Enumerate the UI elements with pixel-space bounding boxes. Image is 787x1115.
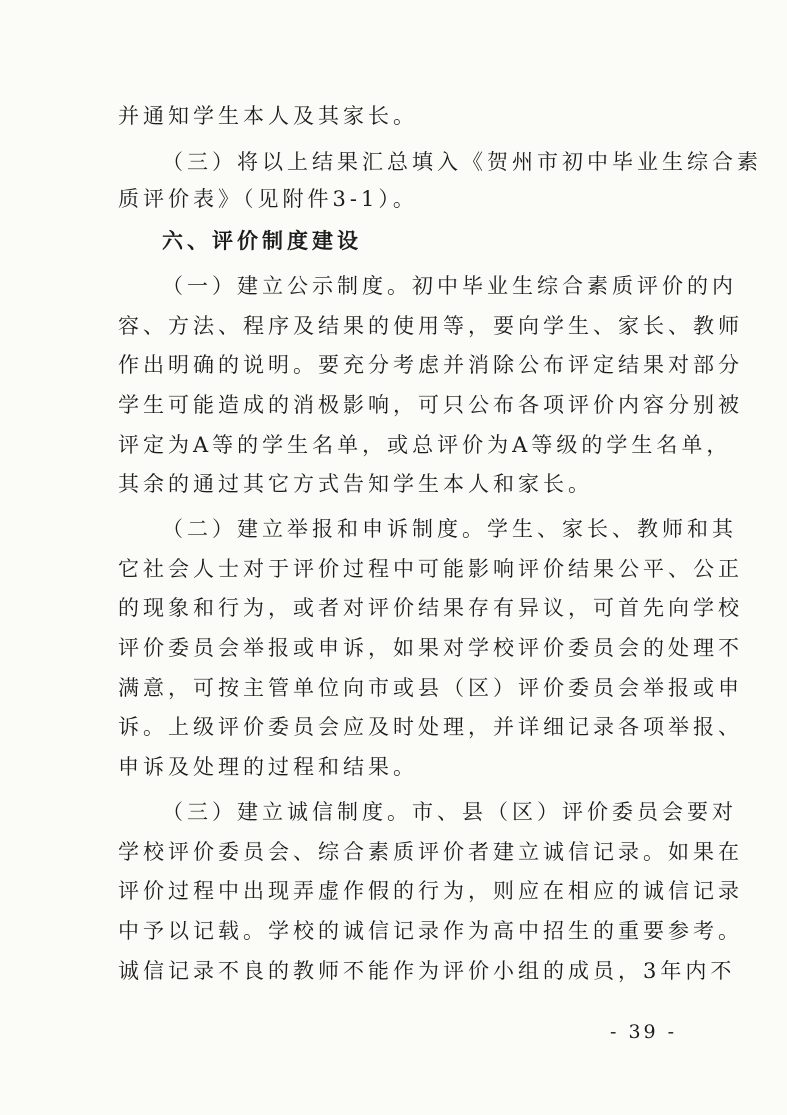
text-line: 学生可能造成的消极影响，可只公布各项评价内容分别被 xyxy=(118,393,743,417)
text-line: 学校评价委员会、综合素质评价者建立诚信记录。如果在 xyxy=(118,840,743,864)
text-line: 评定为A等的学生名单，或总评价为A等级的学生名单， xyxy=(118,433,732,457)
text-line: 诚信记录不良的教师不能作为评价小组的成员，3年内不 xyxy=(118,959,736,983)
text-line: 它社会人士对于评价过程中可能影响评价结果公平、公正 xyxy=(118,557,743,581)
text-line: 满意，可按主管单位向市或县（区）评价委员会举报或申 xyxy=(118,676,743,700)
text-line: （三）建立诚信制度。市、县（区）评价委员会要对 xyxy=(162,800,737,824)
text-line: （一）建立公示制度。初中毕业生综合素质评价的内 xyxy=(162,274,737,298)
text-line: 并通知学生本人及其家长。 xyxy=(118,104,418,128)
text-line: （三）将以上结果汇总填入《贺州市初中毕业生综合素 xyxy=(162,150,762,174)
text-line: 中予以记载。学校的诚信记录作为高中招生的重要参考。 xyxy=(118,919,743,943)
text-line: 作出明确的说明。要充分考虑并消除公布评定结果对部分 xyxy=(118,353,743,377)
text-line: 其余的通过其它方式告知学生本人和家长。 xyxy=(118,472,593,496)
text-line: 容、方法、程序及结果的使用等，要向学生、家长、教师 xyxy=(118,314,743,338)
text-line: （二）建立举报和申诉制度。学生、家长、教师和其 xyxy=(162,517,737,541)
text-line: 评价委员会举报或申诉，如果对学校评价委员会的处理不 xyxy=(118,636,743,660)
text-line: 质评价表》（见附件3-1）。 xyxy=(118,187,418,211)
section-heading: 六、评价制度建设 xyxy=(162,229,362,253)
text-line: 的现象和行为，或者对评价结果存有异议，可首先向学校 xyxy=(118,596,743,620)
page-number: - 39 - xyxy=(610,1021,678,1043)
text-line: 评价过程中出现弄虚作假的行为，则应在相应的诚信记录 xyxy=(118,879,743,903)
text-line: 诉。上级评价委员会应及时处理，并详细记录各项举报、 xyxy=(118,715,743,739)
text-line: 申诉及处理的过程和结果。 xyxy=(118,755,418,779)
